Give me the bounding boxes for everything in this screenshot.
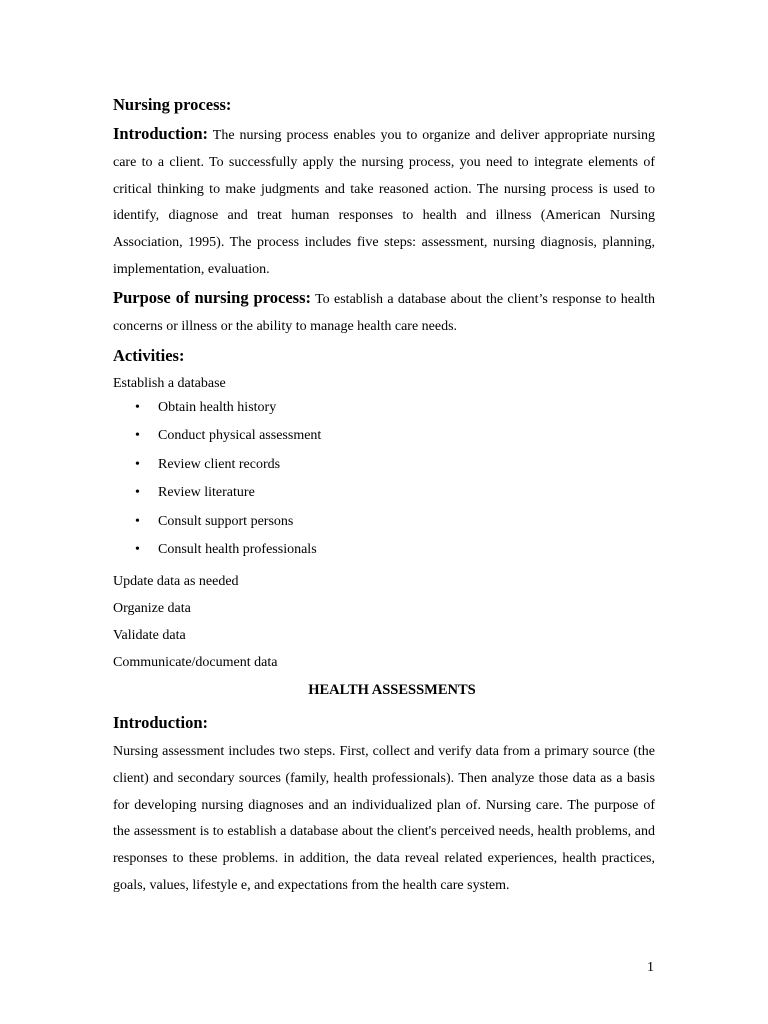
health-intro-heading: Introduction:: [113, 713, 209, 732]
health-intro-paragraph: Nursing assessment includes two steps. First, collect and verify data from a primary source (the client) and secondary sources (family, health professionals). Then analyze those data as a basis for developing nursing diagnoses and an individualized plan of. Nursing care. The purpose of the assessment is to establish a database about the client's perceived needs, health problems, and responses to these problems. in addition, the data reveal related experiences, health practices, goals, values, lifestyle e, and expectations from the health care system.: [113, 744, 655, 893]
list-item-text: Review literature: [158, 485, 255, 501]
bullet-icon: •: [135, 513, 140, 529]
bullet-icon: •: [135, 400, 140, 415]
page-title: Nursing process:: [113, 95, 232, 114]
page-number: 1: [647, 960, 654, 975]
purpose-label: Purpose of nursing process:: [113, 288, 311, 307]
bullet-icon: •: [135, 541, 140, 557]
list-item-text: Consult health professionals: [158, 541, 317, 557]
bullet-icon: •: [135, 456, 140, 472]
list-item-text: Review client records: [158, 456, 281, 472]
list-item-text: Obtain health history: [158, 400, 277, 415]
health-assessments-heading: HEALTH ASSESSMENTS: [308, 682, 476, 698]
activities-heading: Activities:: [113, 346, 185, 365]
validate-data-text: Validate data: [113, 628, 186, 643]
intro-label: Introduction:: [113, 124, 209, 143]
communicate-data-text: Communicate/document data: [113, 655, 278, 670]
establish-database-text: Establish a database: [113, 376, 226, 391]
organize-data-text: Organize data: [113, 601, 191, 616]
update-data-text: Update data as needed: [113, 574, 239, 589]
bullet-icon: •: [135, 428, 140, 444]
list-item-text: Consult support persons: [158, 513, 294, 529]
bullet-icon: •: [135, 485, 140, 501]
intro-paragraph: [113, 121, 655, 284]
intro-text: The nursing process enables you to organize and deliver appropriate nursing care to a client. To successfully apply the nursing process, you need to integrate elements of critical thinking to make judgments and take reasoned action. The nursing process is used to identify, diagnose and treat human responses to health and illness (American Nursing Association, 1995). The process includes five steps: assessment, nursing diagnosis, planning, implementation, evaluation.: [113, 128, 655, 277]
purpose-paragraph: [113, 285, 655, 341]
purpose-text: To establish a database about the client’s response to health concerns or illness or the ability to manage health care needs.: [113, 292, 655, 334]
list-item-text: Conduct physical assessment: [158, 428, 322, 444]
